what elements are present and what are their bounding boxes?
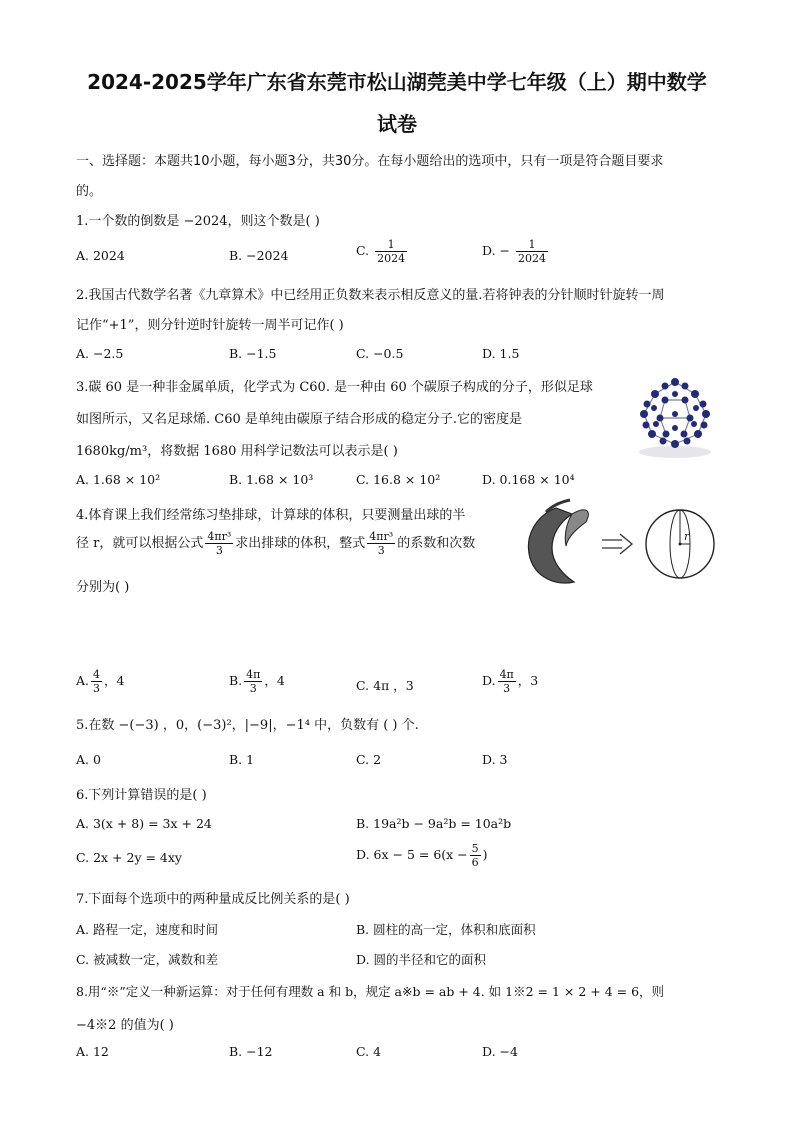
question-3-stem: 3.碳 60 是一种非金属单质，化学式为 C60. 是一种由 60 个碳原子构成的分子，形似足球	[76, 380, 593, 395]
q5-option-c: C. 2	[356, 752, 382, 767]
question-2-stem-cont: 记作“+1”，则分针逆时针旋转一周半可记作( )	[76, 318, 344, 333]
q1-option-a: A. 2024	[76, 248, 125, 263]
c60-molecule-image	[630, 374, 720, 460]
q1-option-b: B. −2024	[229, 248, 289, 263]
question-2-stem: 2.我国古代数学名著《九章算术》中已经用正负数来表示相反意义的量.若将钟表的分针顺时针旋转一周	[76, 288, 665, 303]
question-4-stem-cont: 径 r，就可以根据公式 $\frac{\text{4πr³}}{3}$ 求出排球的体积，整式 $\frac{\text{4πr³}}{3}$ 的系数和次数	[76, 530, 476, 557]
q8-option-a: A. 12	[76, 1044, 109, 1059]
exam-title-line1: 2024-2025学年广东省东莞市松山湖莞美中学七年级（上）期中数学	[87, 70, 707, 94]
radius-label: r	[684, 530, 690, 543]
question-4-stem-cont2: 分别为( )	[76, 580, 130, 595]
q6-option-b: B. 19a²b − 9a²b = 10a²b	[356, 816, 512, 831]
q8-option-c: C. 4	[356, 1044, 382, 1059]
q8-option-d: D. −4	[482, 1044, 518, 1059]
exam-title-line2: 试卷	[377, 112, 417, 136]
q4-option-c: C. 4π ，3	[356, 678, 414, 693]
q8-option-b: B. −12	[229, 1044, 273, 1059]
q2-option-b: B. −1.5	[229, 346, 277, 361]
q6-option-c: C. 2x + 2y = 4xy	[76, 850, 182, 865]
q6-option-a: A. 3(x + 8) = 3x + 24	[76, 816, 212, 831]
question-1-stem: 1.一个数的倒数是 −2024，则这个数是( )	[76, 214, 320, 229]
q2-option-d: D. 1.5	[482, 346, 520, 361]
q1-option-c: C. $\frac{1}{2024}$	[356, 238, 406, 265]
q5-option-b: B. 1	[229, 752, 255, 767]
q7-option-d: D. 圆的半径和它的面积	[356, 952, 487, 967]
q3-option-d: D. 0.168 × 10⁴	[482, 472, 575, 487]
arrow-right-icon	[602, 534, 632, 554]
question-8-stem: 8.用“※”定义一种新运算：对于任何有理数 a 和 b，规定 a※b = ab + 4. 如 1※2 = 1 × 2 + 4 = 6，则	[76, 984, 665, 999]
section-heading-cont: 的。	[76, 184, 103, 199]
question-5-stem: 5.在数 −(−3) ，0，(−3)²，|−9|，−1⁴ 中，负数有 ( ) 个.	[76, 718, 419, 733]
q6-option-d: D. 6x − 5 = 6(x − $\frac{5}{6}$ )	[356, 842, 488, 869]
q2-option-c: C. −0.5	[356, 346, 404, 361]
question-7-stem: 7.下面每个选项中的两种量成反比例关系的是( )	[76, 892, 350, 907]
question-8-stem-cont: −4※2 的值为( )	[76, 1018, 174, 1033]
q5-option-d: D. 3	[482, 752, 508, 767]
q5-option-a: A. 0	[76, 752, 101, 767]
question-4-stem: 4.体育课上我们经常练习垫排球，计算球的体积，只要测量出球的半	[76, 508, 466, 523]
q7-option-b: B. 圆柱的高一定，体积和底面积	[356, 922, 536, 937]
question-3-stem-cont2: 1680kg/m³，将数据 1680 用科学记数法可以表示是( )	[76, 444, 398, 459]
question-6-stem: 6.下列计算错误的是( )	[76, 788, 207, 803]
q1-option-d: D. − $\frac{1}{2024}$	[482, 238, 546, 265]
q7-option-c: C. 被减数一定，减数和差	[76, 952, 219, 967]
q7-option-a: A. 路程一定，速度和时间	[76, 922, 218, 937]
section-heading: 一、选择题：本题共10小题，每小题3分，共30分。在每小题给出的选项中，只有一项是符合题目要求	[76, 154, 664, 169]
q3-option-c: C. 16.8 × 10²	[356, 472, 441, 487]
q4-option-d: D. $\frac{4\pi}{3}$ ，3	[482, 668, 539, 695]
q3-option-b: B. 1.68 × 10³	[229, 472, 314, 487]
q3-option-a: A. 1.68 × 10²	[76, 472, 161, 487]
volleyball-figure	[516, 496, 726, 596]
q4-option-b: B. $\frac{4\pi}{3}$ ，4	[229, 668, 285, 695]
q2-option-a: A. −2.5	[76, 346, 124, 361]
question-3-stem-cont: 如图所示，又名足球烯. C60 是单纯由碳原子结合形成的稳定分子.它的密度是	[76, 412, 523, 427]
q4-option-a: A. $\frac{4}{3}$ ，4	[76, 668, 125, 695]
